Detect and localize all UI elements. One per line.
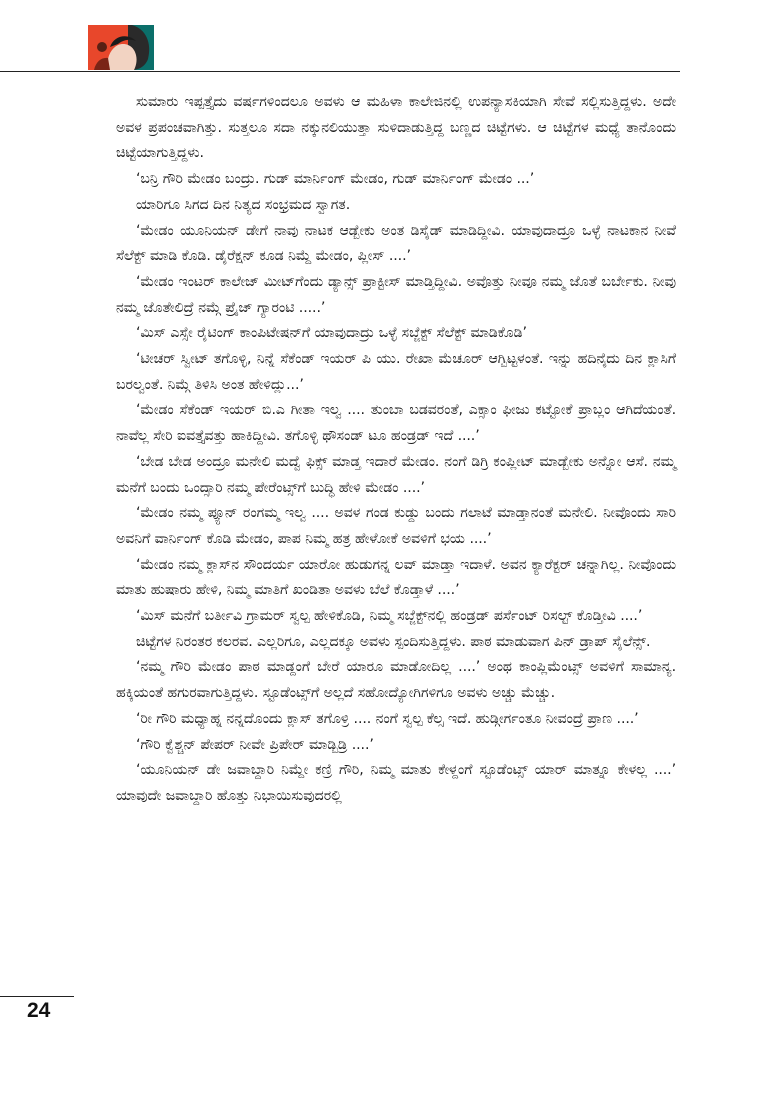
paragraph: ‘ಮೇಡಂ ಯೂನಿಯನ್ ಡೇಗೆ ನಾವು ನಾಟಕ ಆಡ್ಬೇಕು ಅಂತ ಡಿಸೈಡ್ ಮಾಡಿದ್ದೀವಿ. ಯಾವುದಾದ್ರೂ ಒಳ್ಳೆ ನಾಟಕಾನ ನೀವೆ ಸೆಲೆಕ್ಟ್ ಮಾಡಿ ಕೊಡಿ. ಡೈರೆಕ್ಷನ್ ಕೂಡ ನಿಮ್ದೆ ಮೇಡಂ, ಪ್ಲೀಸ್ ....’ bbox=[116, 222, 676, 265]
paragraph: ‘ಮಿಸ್ ಮನೆಗೆ ಬರ್ತೀವಿ ಗ್ರಾಮರ್ ಸ್ವಲ್ಪ ಹೇಳಿಕೊಡಿ, ನಿಮ್ಮ ಸಬ್ಜೆಕ್ಟ್‌ನಲ್ಲಿ ಹಂಡ್ರಡ್ ಪರ್ಸೆಂಟ್ ರಿಸಲ್ಟ್ ಕೊಡ್ತೀವಿ ....’ bbox=[136, 608, 643, 625]
paragraph: ಚಿಟ್ಟೆಗಳ ನಿರಂತರ ಕಲರವ. ಎಲ್ಲರಿಗೂ, ಎಲ್ಲದಕ್ಕೂ ಅವಳು ಸ್ಪಂದಿಸುತ್ತಿದ್ದಳು. ಪಾಠ ಮಾಡುವಾಗ ಪಿನ್ ಡ್ರಾಪ್ ಸೈಲೆನ್ಸ್. bbox=[136, 633, 651, 650]
paragraph: ‘ಮಿಸ್ ಎಸ್ಸೇ ರೈಟಿಂಗ್ ಕಾಂಪಿಟೇಷನ್‌ಗೆ ಯಾವುದಾದ್ರು ಒಳ್ಳೆ ಸಬ್ಜೆಕ್ಟ್ ಸೆಲೆಕ್ಟ್ ಮಾಡಿಕೊಡಿ’ bbox=[136, 325, 527, 342]
paragraph: ‘ಬೇಡ ಬೇಡ ಅಂದ್ರೂ ಮನೇಲಿ ಮದ್ವೆ ಫಿಕ್ಸ್ ಮಾಡ್ತ ಇದಾರೆ ಮೇಡಂ. ನಂಗೆ ಡಿಗ್ರಿ ಕಂಪ್ಲೀಟ್ ಮಾಡ್ಬೇಕು ಅನ್ನೋ ಆಸೆ. ನಮ್ಮ ಮನೆಗೆ ಬಂದು ಒಂದ್ಸಾರಿ ನಮ್ಮ ಪೇರೆಂಟ್ಸ್‌ಗೆ ಬುದ್ಧಿ ಹೇಳಿ ಮೇಡಂ ....’ bbox=[116, 453, 676, 496]
paragraph: ಯಾರಿಗೂ ಸಿಗದ ದಿನ ನಿತ್ಯದ ಸಂಭ್ರಮದ ಸ್ವಾಗತ. bbox=[136, 196, 351, 213]
paragraph: ‘ನಮ್ಮ ಗೌರಿ ಮೇಡಂ ಪಾಠ ಮಾಡ್ದಂಗೆ ಬೇರೆ ಯಾರೂ ಮಾಡೋದಿಲ್ಲ ....’ ಅಂಥ ಕಾಂಪ್ಲಿಮೆಂಟ್ಸ್ ಅವಳಿಗೆ ಸಾಮಾನ್ಯ. ಹಕ್ಕಿಯಂತೆ ಹಗುರವಾಗುತ್ತಿದ್ದಳು. ಸ್ಟೂಡೆಂಟ್ಸ್‌ಗೆ ಅಲ್ಲದೆ ಸಹೋದ್ಯೋಗಿಗಳಿಗೂ ಅವಳು ಅಚ್ಚು ಮೆಚ್ಚು. bbox=[116, 659, 676, 702]
paragraph: ‘ರೀ ಗೌರಿ ಮಧ್ಯಾಹ್ನ ನನ್ನದೊಂದು ಕ್ಲಾಸ್ ತಗೊಳ್ರಿ .... ನಂಗೆ ಸ್ವಲ್ಪ ಕೆಲ್ಸ ಇದೆ. ಹುಡ್ಗೀರ್ಗಂತೂ ನೀವಂದ್ರೆ ಪ್ರಾಣ ....’ bbox=[136, 710, 639, 727]
header-rule bbox=[0, 71, 680, 72]
page-number: 24 bbox=[27, 999, 51, 1022]
paragraph: ‘ಮೇಡಂ ಇಂಟರ್ ಕಾಲೇಜ್ ಮೀಟ್‌ಗೆಂದು ಡ್ಯಾನ್ಸ್ ಪ್ರಾಕ್ಟೀಸ್ ಮಾಡ್ತಿದ್ದೀವಿ. ಅವೊತ್ತು ನೀವೂ ನಮ್ಮ ಜೊತೆ ಬರ್ಬೇಕು. ನೀವು ನಮ್ಮ ಜೊತೇಲಿದ್ರೆ ನಮ್ಗೆ ಪ್ರೈಜ್ ಗ್ಯಾರಂಟಿ .....’ bbox=[116, 273, 676, 316]
woman-portrait-logo-icon bbox=[88, 25, 154, 70]
footer-rule bbox=[0, 996, 74, 997]
paragraph: ‘ಮೇಡಂ ನಮ್ಮ ಕ್ಲಾಸ್‌ನ ಸೌಂದರ್ಯ ಯಾರೋ ಹುಡುಗನ್ನ ಲವ್ ಮಾಡ್ತಾ ಇದಾಳೆ. ಅವನ ಕ್ಯಾರೆಕ್ಟರ್ ಚನ್ನಾಗಿಲ್ಲ. ನೀವೊಂದು ಮಾತು ಹುಷಾರು ಹೇಳಿ, ನಿಮ್ಮ ಮಾತಿಗೆ ಖಂಡಿತಾ ಅವಳು ಬೆಲೆ ಕೊಡ್ತಾಳೆ ....’ bbox=[116, 556, 676, 599]
paragraph: ‘ಮೇಡಂ ಸೆಕೆಂಡ್ ಇಯರ್ ಬಿ.ಎ ಗೀತಾ ಇಲ್ವ .... ತುಂಬಾ ಬಡವರಂತೆ, ಎಕ್ಸಾಂ ಫೀಜು ಕಟ್ಟೋಕೆ ಪ್ರಾಬ್ಲಂ ಆಗಿದೆಯಂತೆ. ನಾವೆಲ್ಲ ಸೇರಿ ಐವತ್ತೈವತ್ತು ಹಾಕಿದ್ದೀವಿ. ತಗೊಳ್ಳಿ ಥೌಸಂಡ್ ಟೂ ಹಂಡ್ರಡ್ ಇದೆ ....’ bbox=[116, 402, 676, 445]
body-text bbox=[116, 90, 676, 810]
paragraph: ಸುಮಾರು ಇಪ್ಪತ್ತೈದು ವರ್ಷಗಳಿಂದಲೂ ಅವಳು ಆ ಮಹಿಳಾ ಕಾಲೇಜಿನಲ್ಲಿ ಉಪನ್ಯಾಸಕಿಯಾಗಿ ಸೇವೆ ಸಲ್ಲಿಸುತ್ತಿದ್ದಳು. ಅದೇ ಅವಳ ಪ್ರಪಂಚವಾಗಿತ್ತು. ಸುತ್ತಲೂ ಸದಾ ನಕ್ಕುನಲಿಯುತ್ತಾ ಸುಳಿದಾಡುತ್ತಿದ್ದ ಬಣ್ಣದ ಚಿಟ್ಟೆಗಳು. ಆ ಚಿಟ್ಟೆಗಳ ಮಧ್ಯೆ ತಾನೊಂದು ಚಿಟ್ಟೆಯಾಗುತ್ತಿದ್ದಳು. bbox=[116, 94, 676, 162]
paragraph: ‘ಬನ್ರಿ ಗೌರಿ ಮೇಡಂ ಬಂದ್ರು. ಗುಡ್ ಮಾರ್ನಿಂಗ್ ಮೇಡಂ, ಗುಡ್ ಮಾರ್ನಿಂಗ್ ಮೇಡಂ ...’ bbox=[136, 171, 535, 188]
paragraph: ‘ಟೀಚರ್ ಸ್ವೀಟ್ ತಗೊಳ್ಳಿ, ನಿನ್ನೆ ಸೆಕೆಂಡ್ ಇಯರ್ ಪಿ ಯು. ರೇಖಾ ಮೆಚೂರ್ ಆಗ್ಬಿಟ್ಟಳಂತೆ. ಇನ್ನು ಹದಿನೈದು ದಿನ ಕ್ಲಾಸಿಗೆ ಬರಲ್ವಂತೆ. ನಿಮ್ಗೆ ತಿಳಿಸಿ ಅಂತ ಹೇಳಿದ್ಲು...’ bbox=[116, 351, 676, 393]
paragraph: ‘ಯೂನಿಯನ್ ಡೇ ಜವಾಬ್ದಾರಿ ನಿಮ್ದೇ ಕಣ್ರಿ ಗೌರಿ, ನಿಮ್ಮ ಮಾತು ಕೇಳ್ದಂಗೆ ಸ್ಟೂಡೆಂಟ್ಸ್ ಯಾರ್ ಮಾತ್ನೂ ಕೇಳಲ್ಲ ....’ ಯಾವುದೇ ಜವಾಬ್ದಾರಿ ಹೊತ್ತು ನಿಭಾಯಿಸುವುದರಲ್ಲಿ bbox=[116, 762, 676, 804]
paragraph: ‘ಮೇಡಂ ನಮ್ಮ ಪ್ಯೂನ್ ರಂಗಮ್ಮ ಇಲ್ವ .... ಅವಳ ಗಂಡ ಕುಡ್ದು ಬಂದು ಗಲಾಟೆ ಮಾಡ್ತಾನಂತೆ ಮನೇಲಿ. ನೀವೊಂದು ಸಾರಿ ಅವನಿಗೆ ವಾರ್ನಿಂಗ್ ಕೊಡಿ ಮೇಡಂ, ಪಾಪ ನಿಮ್ಮ ಹತ್ರ ಹೇಳೋಕೆ ಅವಳಿಗೆ ಭಯ ....’ bbox=[116, 505, 676, 547]
paragraph: ‘ಗೌರಿ ಕ್ವೆಶ್ಚನ್ ಪೇಪರ್ ನೀವೇ ಪ್ರಿಪೇರ್ ಮಾಡ್ಬಿಡ್ರಿ ....’ bbox=[136, 736, 374, 753]
